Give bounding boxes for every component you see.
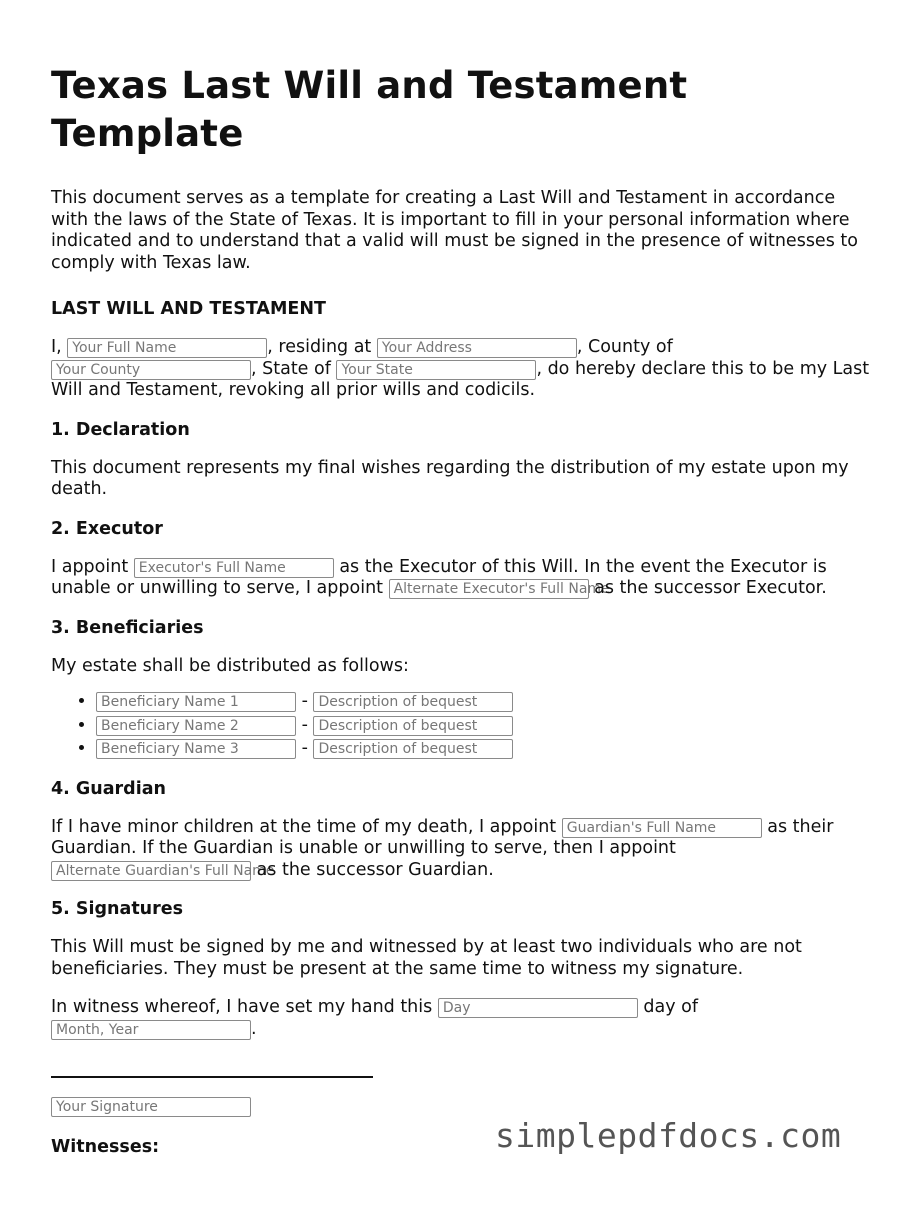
executor-heading: 2. Executor <box>51 518 163 539</box>
guardian-name-field[interactable]: Guardian's Full Name <box>562 818 762 838</box>
executor-paragraph <box>51 557 871 600</box>
dash: - <box>301 714 308 735</box>
text: as the successor Executor. <box>588 578 827 598</box>
dash: - <box>301 738 308 758</box>
beneficiaries-list <box>51 690 871 761</box>
text: I, <box>51 337 68 357</box>
beneficiary-name-field[interactable]: Beneficiary Name 1 <box>96 692 296 712</box>
month-year-field[interactable]: Month, Year <box>51 1020 251 1040</box>
beneficiary-name-field[interactable]: Beneficiary Name 3 <box>96 739 296 759</box>
signatures-text: This Will must be signed by me and witnessed by at least two individuals who are not beneficiaries. They must be present at the same time to witness my signature. <box>51 937 802 979</box>
text: . <box>251 1018 257 1039</box>
full-name-field[interactable]: Your Full Name <box>67 338 267 358</box>
signature-row <box>51 1096 871 1118</box>
text: In witness whereof, I have set my hand this <box>51 997 438 1017</box>
alternate-executor-field[interactable]: Alternate Executor's Full Name <box>389 579 589 599</box>
dash: - <box>301 691 308 711</box>
text: as the Executor of this Will. In the event the Executor is unable or unwilling to serve, I appoint <box>51 556 827 598</box>
list-item <box>96 690 871 714</box>
alternate-guardian-field[interactable]: Alternate Guardian's Full Name <box>51 861 251 881</box>
text: If I have minor children at the time of my death, I appoint <box>51 816 562 837</box>
bequest-description-field[interactable]: Description of bequest <box>313 692 513 712</box>
address-field[interactable]: Your Address <box>377 338 577 358</box>
text: , do hereby declare this to be my Last Will and Testament, revoking all prior wills and codicils. <box>51 358 870 400</box>
beneficiaries-heading: 3. Beneficiaries <box>51 617 204 638</box>
state-field[interactable]: Your State <box>336 360 536 380</box>
guardian-paragraph <box>51 817 871 882</box>
intro-paragraph: This document serves as a template for creating a Last Will and Testament in accordance with the laws of the State of Texas. It is important to fill in your personal information where indicated and to understand that a valid will must be signed in the presence of witnesses to comply with Texas law. <box>51 188 858 273</box>
document-page <box>51 62 871 1175</box>
county-field[interactable]: Your County <box>51 360 251 380</box>
declaration-text: This document represents my final wishes regarding the distribution of my estate upon my death. <box>51 457 849 499</box>
witness-whereof-paragraph <box>51 997 871 1040</box>
signatures-heading: 5. Signatures <box>51 899 184 919</box>
page-title: Texas Last Will and Testament Template <box>51 64 688 155</box>
text: , residing at <box>267 337 377 357</box>
beneficiary-name-field[interactable]: Beneficiary Name 2 <box>96 716 296 736</box>
text: as their Guardian. If the Guardian is unable or unwilling to serve, then I appoint <box>51 816 834 858</box>
watermark-text: simplepdfdocs.com <box>495 1116 842 1155</box>
text: , State of <box>251 358 337 379</box>
witnesses-heading: Witnesses: <box>51 1136 160 1157</box>
text: as the successor Guardian. <box>251 859 494 880</box>
guardian-heading: 4. Guardian <box>51 778 166 799</box>
declaration-paragraph <box>51 337 871 402</box>
day-field[interactable]: Day <box>438 998 638 1018</box>
list-item <box>96 737 871 761</box>
bequest-description-field[interactable]: Description of bequest <box>313 716 513 736</box>
text: day of <box>637 997 699 1017</box>
bequest-description-field[interactable]: Description of bequest <box>313 739 513 759</box>
declaration-heading: 1. Declaration <box>51 419 190 440</box>
signature-line <box>51 1076 373 1078</box>
executor-name-field[interactable]: Executor's Full Name <box>134 558 334 578</box>
signature-field[interactable]: Your Signature <box>51 1097 251 1117</box>
text: I appoint <box>51 556 134 577</box>
lwt-heading: LAST WILL AND TESTAMENT <box>51 299 326 319</box>
text: , County of <box>576 337 673 357</box>
list-item <box>96 714 871 738</box>
beneficiaries-text: My estate shall be distributed as follows: <box>51 655 409 676</box>
